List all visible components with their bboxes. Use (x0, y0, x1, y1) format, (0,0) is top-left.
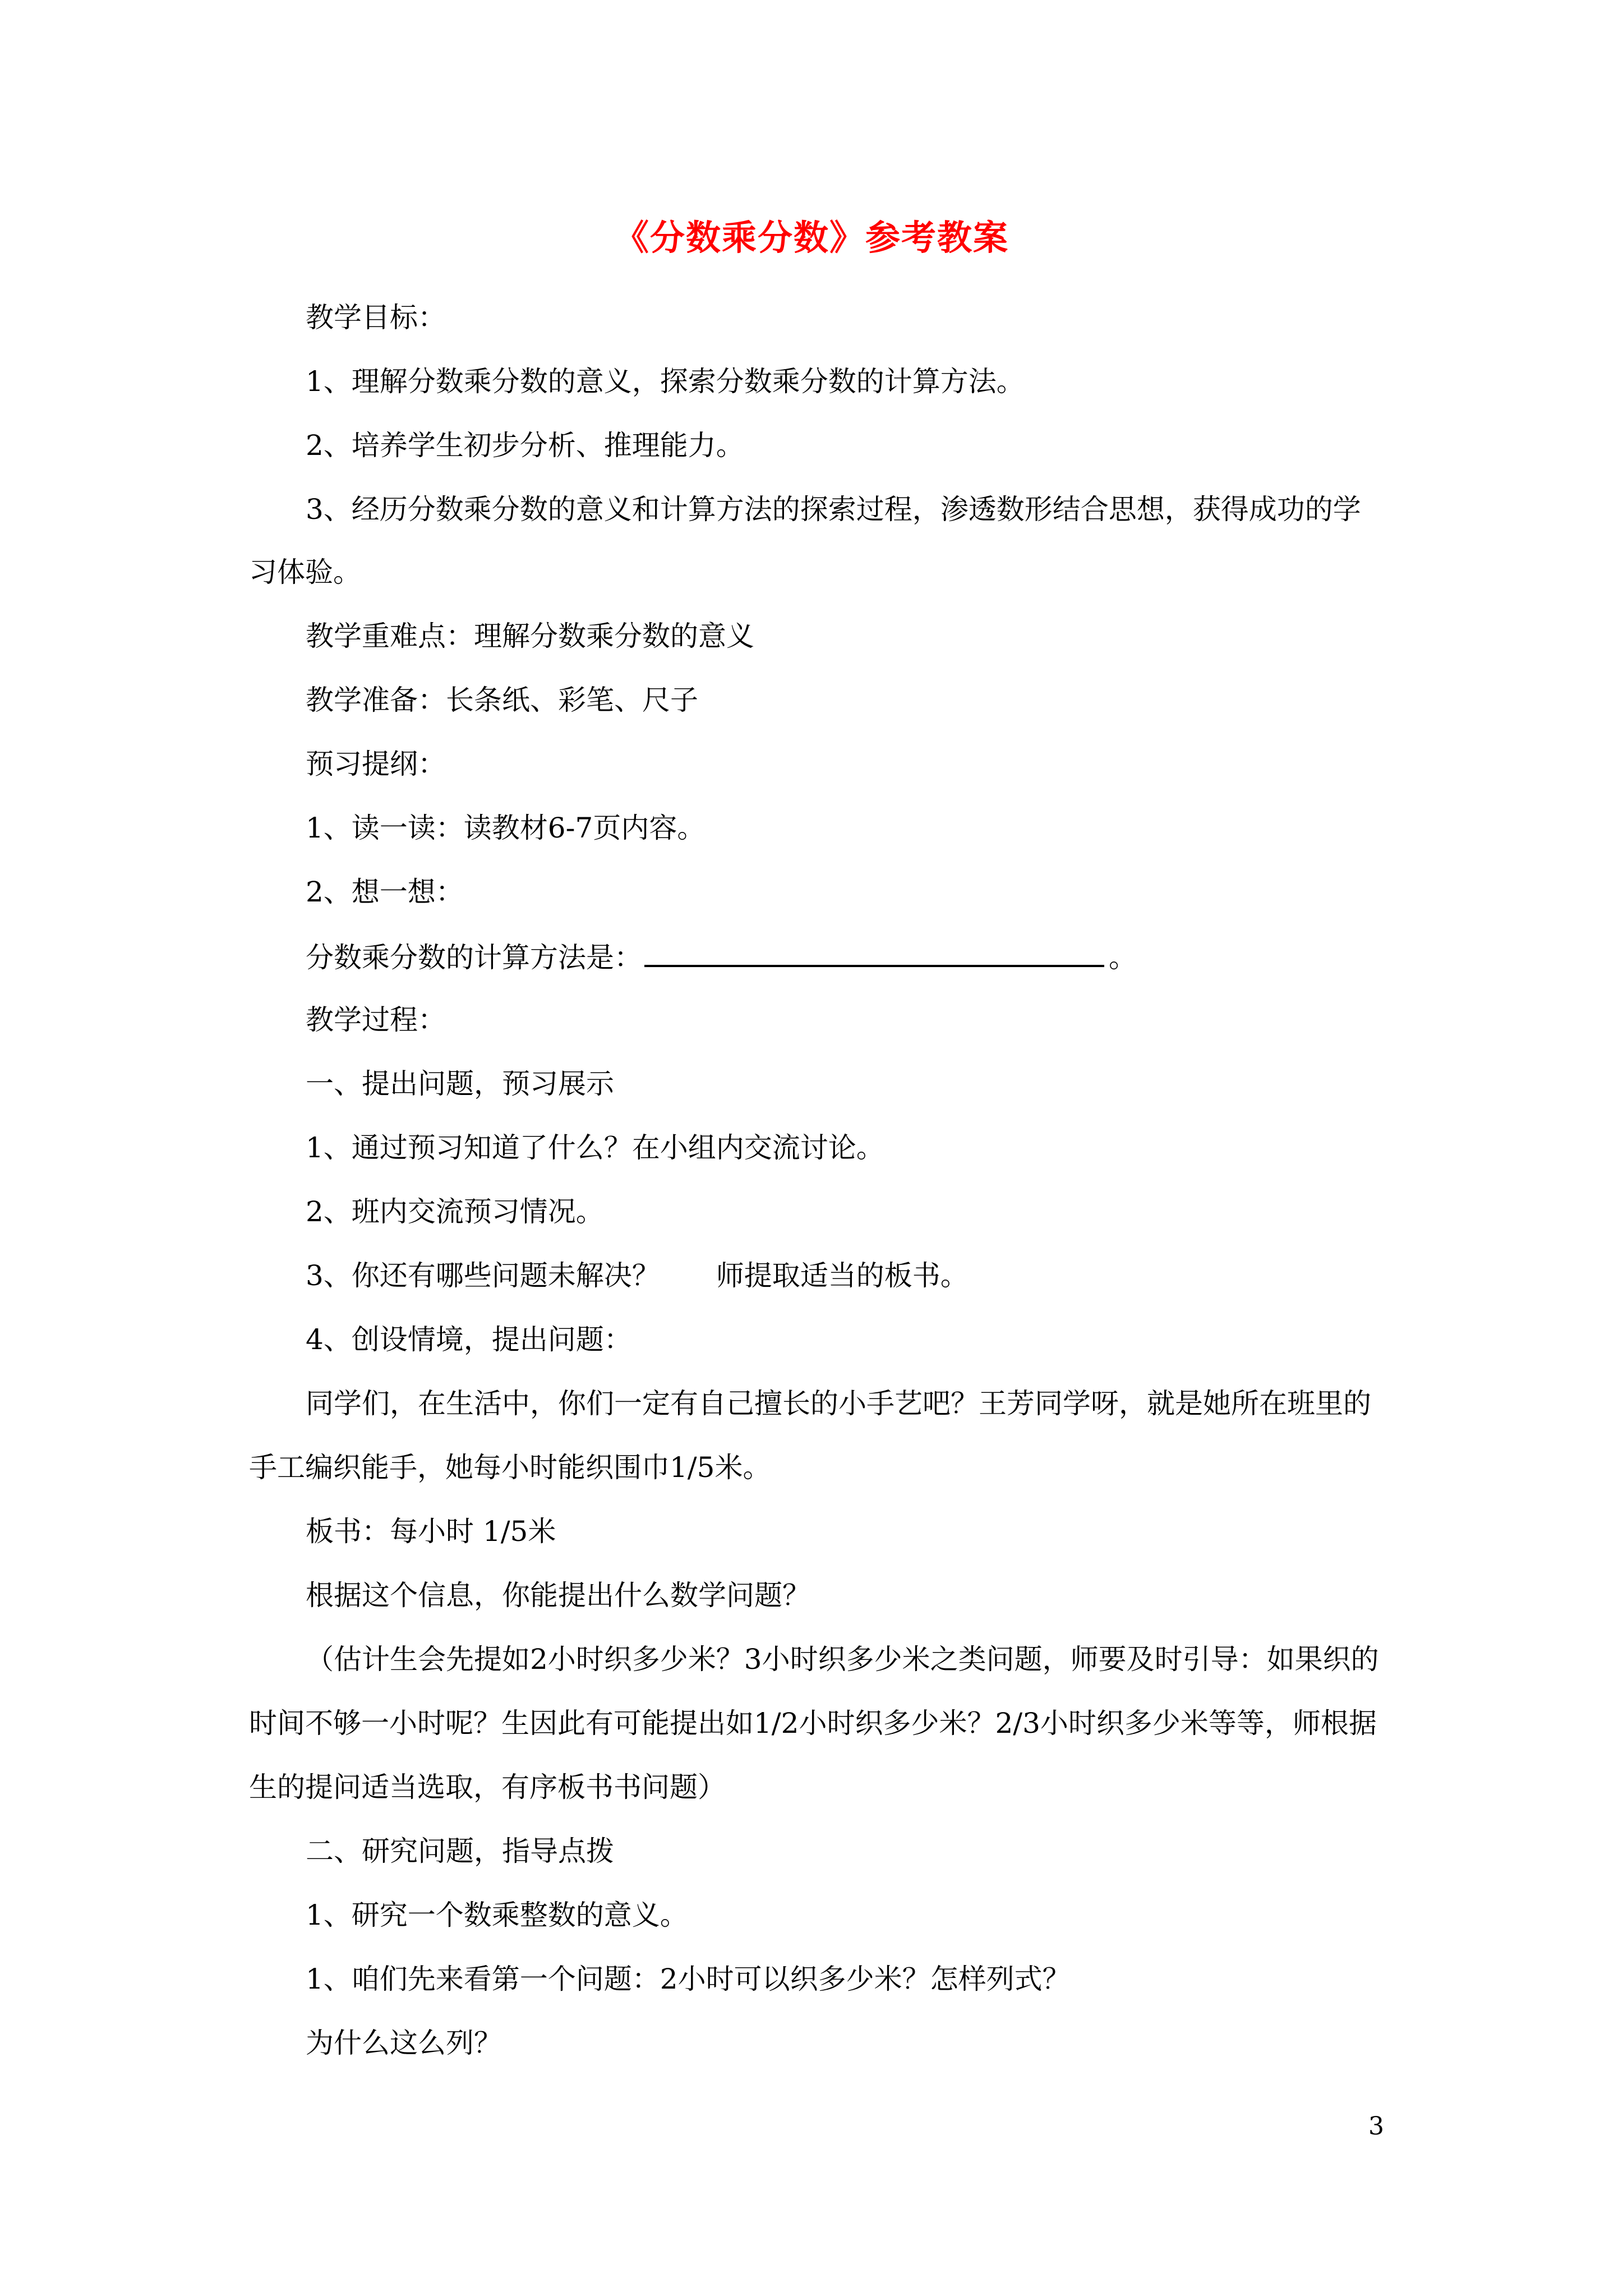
text-line: 一、提出问题，预习展示 (306, 1068, 614, 1100)
text-line: 1、研究一个数乘整数的意义。 (306, 1899, 688, 1931)
text-line: 教学过程： (306, 1004, 446, 1036)
text-line: 习体验。 (249, 556, 361, 588)
text-line: 3、你还有哪些问题未解决？ 师提取适当的板书。 (306, 1259, 969, 1292)
text-line: 4、创设情境，提出问题： (306, 1323, 632, 1356)
text-line: 1、理解分数乘分数的意义，探索分数乘分数的计算方法。 (306, 365, 1025, 398)
text-line: 手工编织能手，她每小时能织围巾1/5米。 (249, 1451, 771, 1484)
text-line: 2、培养学生初步分析、推理能力。 (306, 429, 744, 462)
fill-in-end: 。 (1109, 941, 1137, 974)
answer-blank (644, 939, 1104, 967)
text-line: 预习提纲： (306, 748, 446, 780)
fill-in-prompt: 分数乘分数的计算方法是： (306, 941, 642, 974)
text-line: 教学准备：长条纸、彩笔、尺子 (306, 684, 698, 716)
text-line: 板书：每小时 1/5米 (306, 1515, 556, 1548)
text-line: 1、通过预习知道了什么？在小组内交流讨论。 (306, 1131, 884, 1164)
fill-in-line (306, 939, 1137, 974)
text-line: 1、读一读：读教材6-7页内容。 (306, 812, 706, 844)
text-line: （估计生会先提如2小时织多少米？3小时织多少米之类问题，师要及时引导：如果织的 (306, 1643, 1379, 1676)
text-line: 同学们，在生活中，你们一定有自己擅长的小手艺吧？王芳同学呀，就是她所在班里的 (306, 1387, 1371, 1420)
text-line: 3、经历分数乘分数的意义和计算方法的探索过程，渗透数形结合思想，获得成功的学 (306, 493, 1361, 526)
text-line: 2、想一想： (306, 876, 464, 908)
text-line: 教学重难点：理解分数乘分数的意义 (306, 620, 754, 652)
text-line: 1、咱们先来看第一个问题：2小时可以织多少米？怎样列式？ (306, 1963, 1071, 1995)
text-line: 2、班内交流预习情况。 (306, 1195, 604, 1228)
text-line: 教学目标： (306, 301, 446, 334)
page-number: 3 (1368, 2112, 1384, 2141)
text-line: 根据这个信息，你能提出什么数学问题？ (306, 1579, 810, 1612)
text-line: 时间不够一小时呢？生因此有可能提出如1/2小时织多少米？2/3小时织多少米等等，师根据 (249, 1707, 1377, 1740)
text-line: 二、研究问题，指导点拨 (306, 1835, 614, 1867)
text-line: 为什么这么列？ (306, 2027, 502, 2059)
document-title: 《分数乘分数》参考教案 (614, 217, 1009, 258)
text-line: 生的提问适当选取，有序板书书问题） (249, 1771, 726, 1803)
